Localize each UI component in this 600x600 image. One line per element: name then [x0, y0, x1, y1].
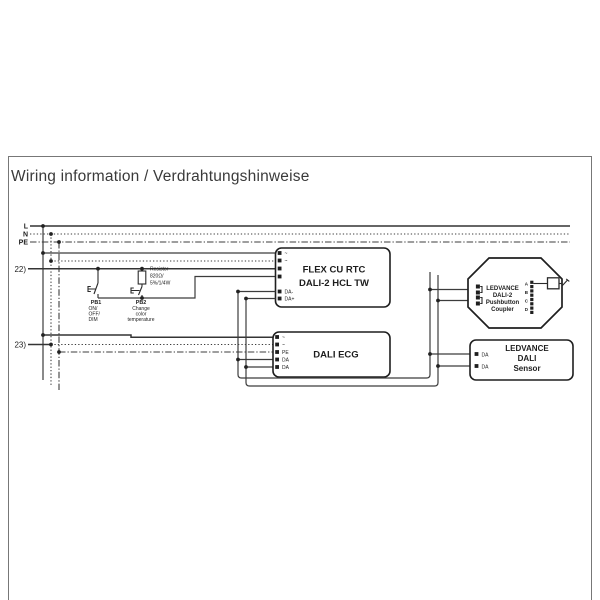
pb2-actuator-icon [131, 288, 140, 293]
pb2-label [128, 300, 155, 323]
svg-text:PB2: PB2 [135, 300, 147, 306]
flex-title-line2: DALI-2 HCL TW [298, 278, 370, 289]
flex-terminal-label: ~ [284, 258, 288, 265]
pb2-switch-symbol [131, 287, 142, 299]
flex-title-line1: FLEX CU RTC [302, 264, 366, 276]
pb1-switch-symbol [88, 269, 98, 298]
flex-terminal-label: ~ [284, 251, 288, 257]
svg-text:820Ω/: 820Ω/ [150, 273, 164, 280]
svg-text:DIM: DIM [88, 317, 98, 323]
svg-text:5%/1/4W: 5%/1/4W [150, 280, 171, 287]
note-ref-22: 22) [14, 265, 26, 274]
ecg-feed-wires [14, 335, 273, 367]
pushbutton-circuit [88, 267, 276, 324]
coupler-title-line1: LEDVANCE [486, 286, 519, 292]
ecg-terminal-label: DA [282, 365, 289, 371]
flex-terminal-label: DA- [284, 289, 294, 296]
ecg-title: DALI ECG [313, 349, 359, 361]
pushbutton-coupler [468, 258, 569, 328]
svg-text:Resistor: Resistor [150, 266, 169, 273]
svg-text:Change: Change [132, 306, 150, 312]
flex-terminal-label: DA+ [284, 296, 295, 303]
svg-text:PB1: PB1 [90, 300, 102, 306]
resistor-label [150, 267, 171, 287]
page-title: Wiring information / Verdrahtungshinweise [11, 168, 310, 185]
coupler-title-line4: Coupler [491, 307, 514, 313]
flex-driver-box [276, 248, 391, 307]
bus-label-pe: PE [18, 239, 28, 247]
sensor-terminal-label: DA [481, 352, 489, 359]
ecg-terminal-label: ~ [282, 335, 285, 341]
wire-pushbutton-return [98, 277, 276, 299]
svg-text:ON/: ON/ [88, 306, 98, 312]
bus-label-l: L [23, 223, 28, 231]
ecg-terminal-label: PE [282, 350, 289, 356]
sensor-terminal-label: DA [481, 364, 489, 371]
coupler-title-line3: Pushbutton [485, 300, 520, 306]
svg-text:color: color [135, 311, 147, 318]
bus-label-n: N [22, 231, 28, 239]
coupler-title-line2: DALI-2 [492, 293, 513, 299]
coupler-letter-a: A [524, 281, 528, 287]
coupler-letter-d: D [524, 307, 528, 312]
resistor-symbol [138, 269, 146, 287]
note-ref-23: 23) [14, 340, 26, 350]
sensor-title-line1: LEDVANCE [505, 344, 549, 353]
coupler-letter-b: B [524, 290, 528, 295]
sensor-title-line2: DALI [517, 354, 537, 363]
ecg-terminal-label: ~ [282, 342, 285, 349]
svg-text:temperature: temperature [127, 317, 155, 323]
dali-sensor-box [470, 340, 573, 380]
svg-text:OFF/: OFF/ [88, 311, 100, 318]
pb1-actuator-icon [88, 287, 96, 292]
ecg-box [273, 332, 390, 377]
ecg-terminal-label: DA [282, 357, 289, 364]
pb1-label [89, 300, 102, 323]
sensor-title-line3: Sensor [513, 364, 541, 373]
coupler-letter-c: C [524, 298, 528, 304]
